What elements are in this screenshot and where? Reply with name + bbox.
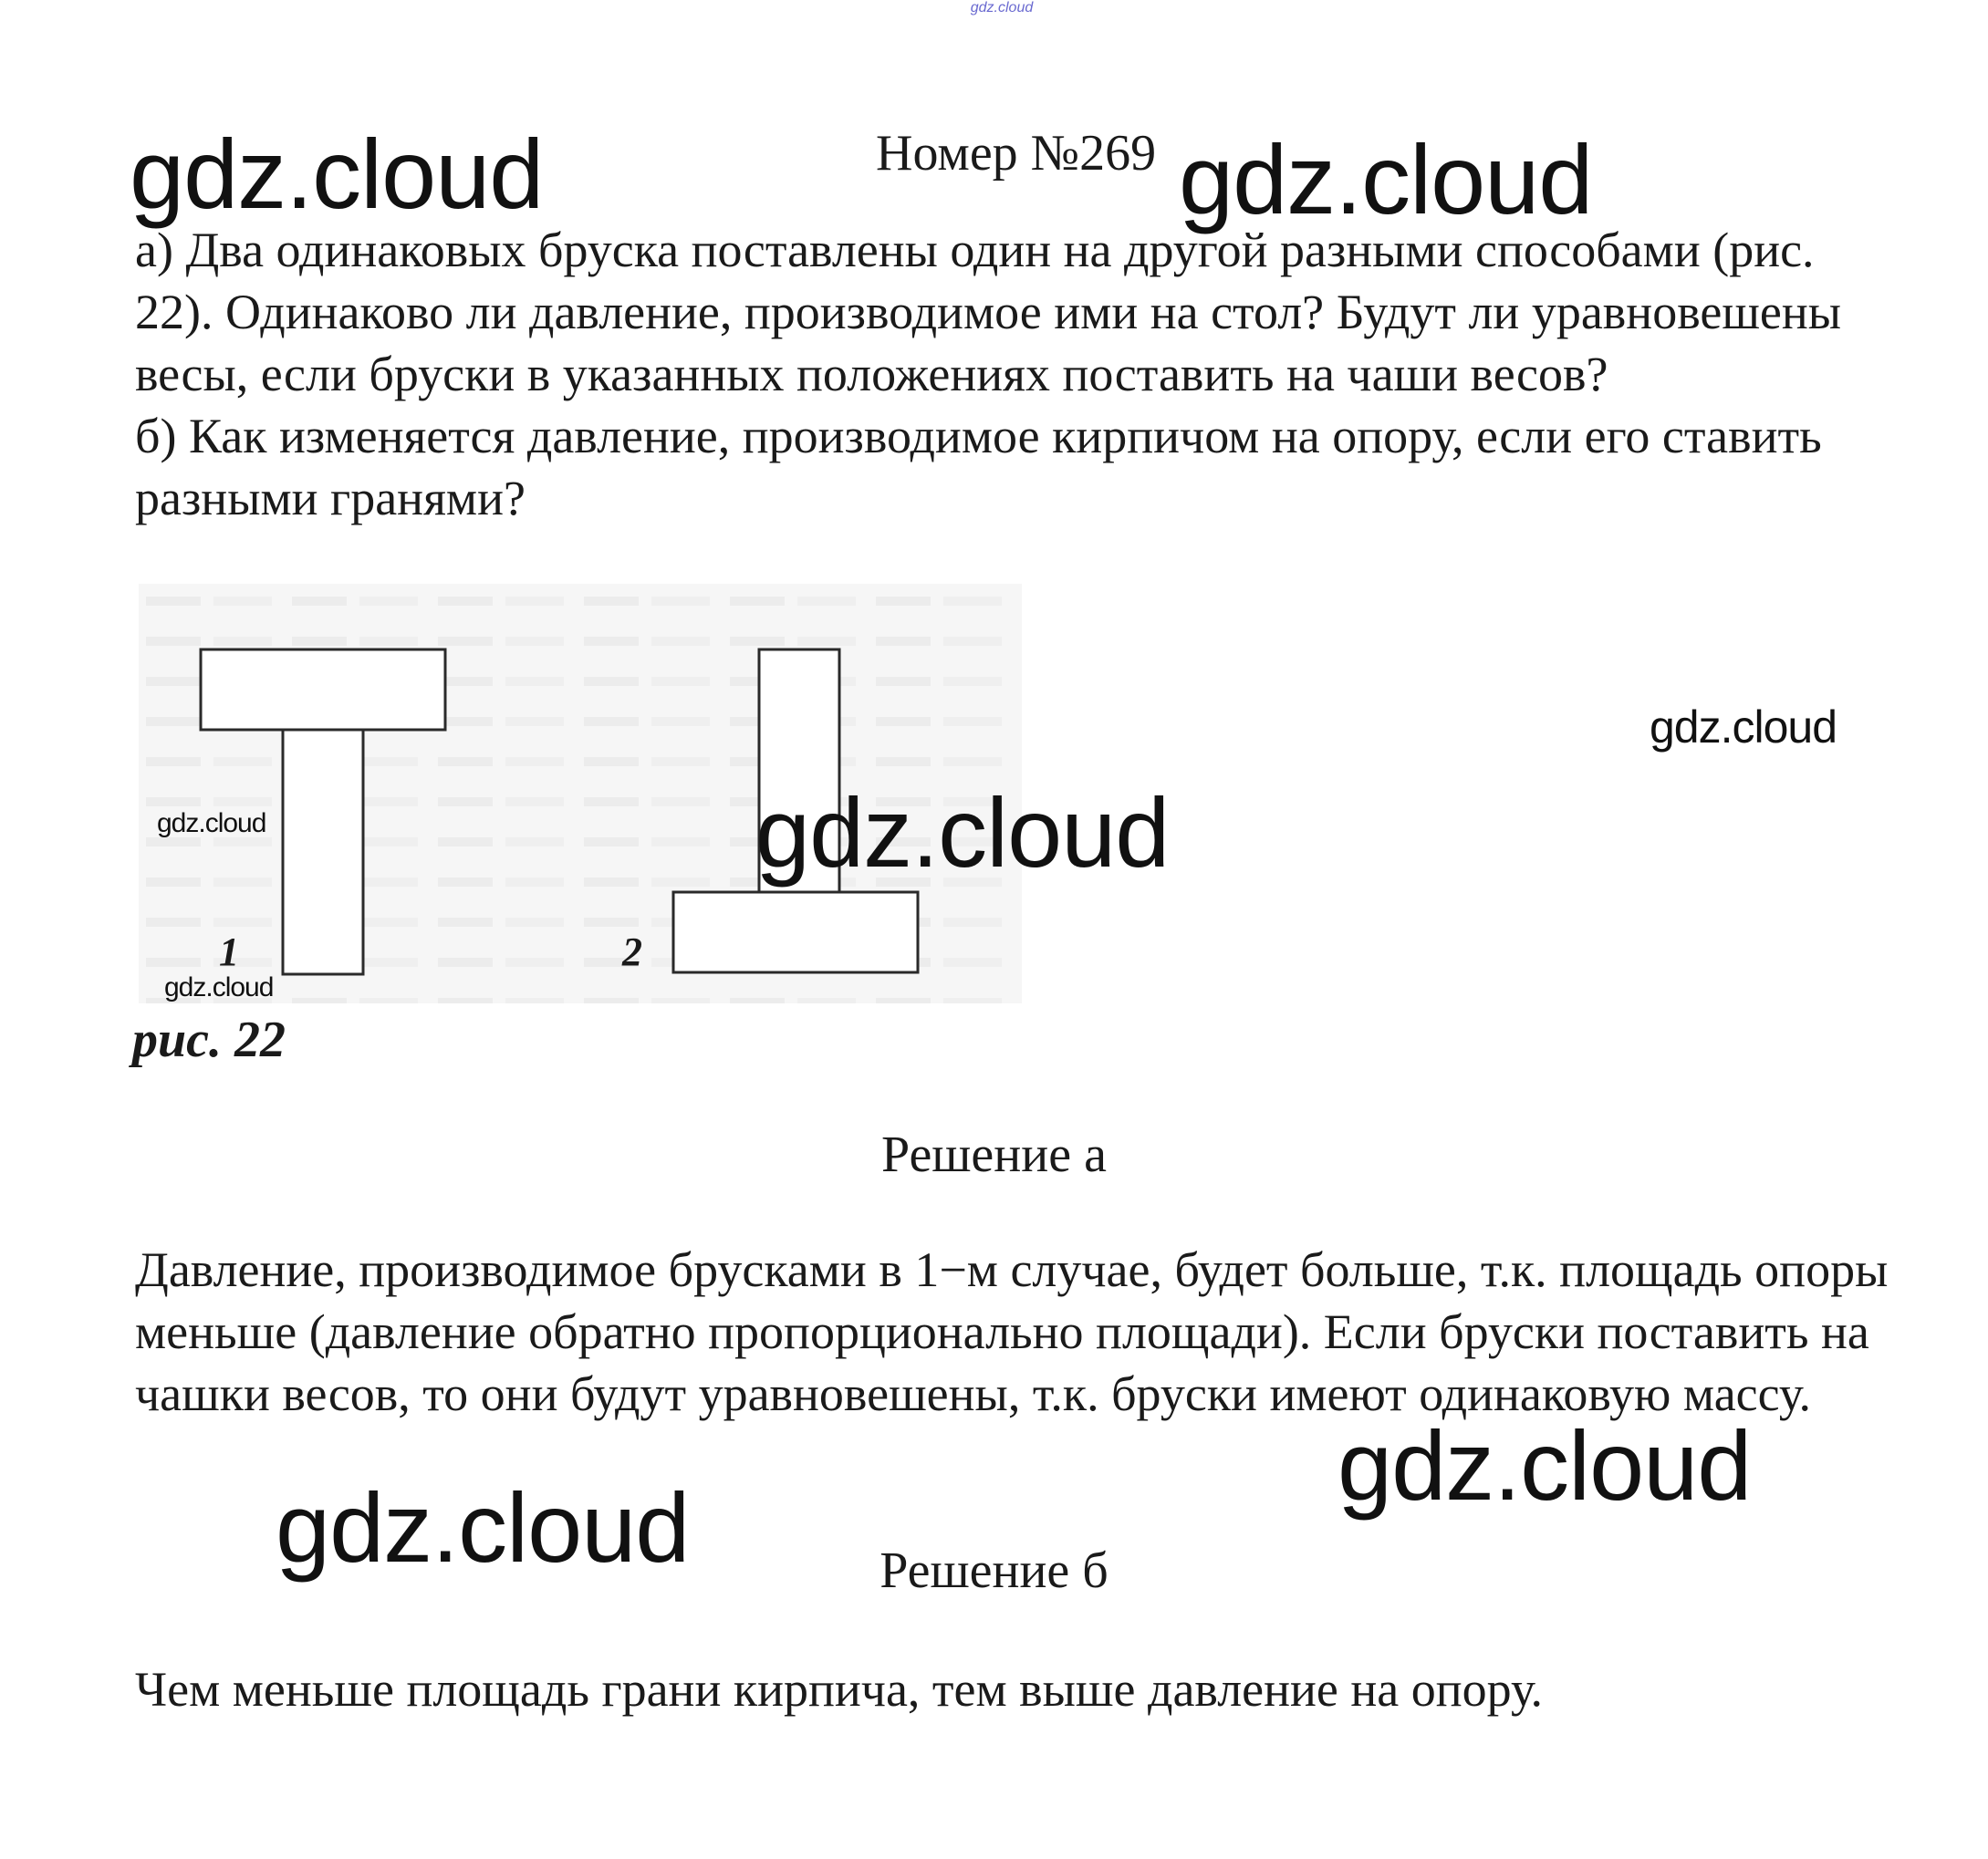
solution-b-text: Чем меньше площадь грани кирпича, тем выше давление на опору. [135, 1662, 1544, 1717]
bar-2-bottom [673, 892, 918, 972]
watermark-side: gdz.cloud [1650, 701, 1837, 753]
problem-title: Номер №269 [876, 125, 1157, 182]
problem-text [135, 219, 1896, 529]
watermark-big-right: gdz.cloud [1179, 124, 1593, 234]
solution-a-text: Давление, производимое брусками в 1−м случае, будет больше, т.к. площадь опоры меньше (давление обратно пропорционально площади). Если бруски поставить на чашки весов, то они будут уравновешены, т.к. бруски имеют одинаковую массу. [135, 1242, 1889, 1421]
solution-a-heading: Решение а [881, 1127, 1107, 1183]
watermark-big-left: gdz.cloud [130, 119, 544, 229]
problem-part-a: а) Два одинаковых бруска поставлены один на другой разными способами (рис. 22). Одинаково ли давление, производимое ими на стол? Будут ли уравновешены весы, если бруски в указанных положениях поставить на чаши весов? [135, 223, 1842, 401]
figure-label-2: 2 [622, 930, 642, 974]
watermark-middle: gdz.cloud [755, 777, 1170, 888]
watermark-fig-small-1: gdz.cloud [157, 808, 266, 838]
top-watermark: gdz.cloud [970, 0, 1034, 16]
bar-1-bottom [283, 730, 363, 974]
bar-1-top [201, 649, 445, 730]
solution-b-heading: Решение б [880, 1542, 1108, 1599]
watermark-fig-small-2: gdz.cloud [164, 972, 274, 1002]
problem-part-b: б) Как изменяется давление, производимое кирпичом на опору, если его ставить разными гранями? [135, 409, 1822, 525]
watermark-lower-right: gdz.cloud [1337, 1410, 1752, 1521]
watermark-lower-left: gdz.cloud [276, 1472, 690, 1583]
figure-caption: рис. 22 [132, 1012, 286, 1068]
figure-label-1: 1 [219, 930, 239, 974]
